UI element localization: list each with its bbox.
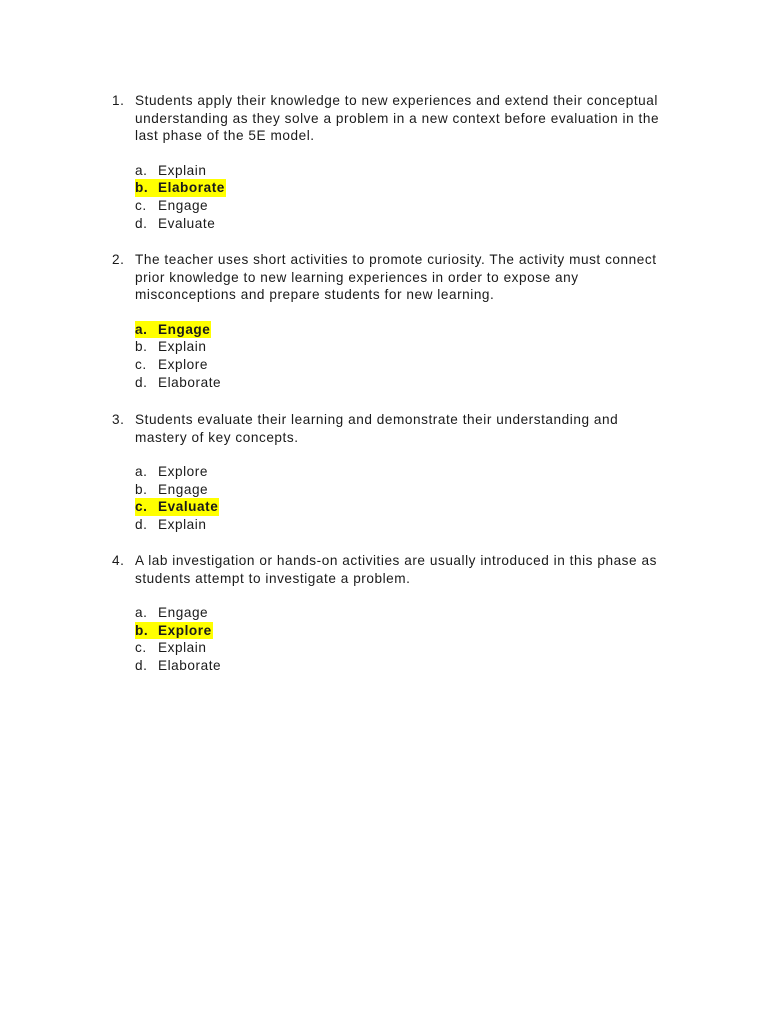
option-a (135, 463, 672, 481)
option-label: Engage (158, 481, 209, 497)
option-letter: c. (135, 197, 147, 213)
question-stem (112, 92, 672, 145)
option-label: Elaborate (158, 374, 222, 390)
option-letter: c. (135, 640, 147, 656)
option-letter: a. (135, 321, 148, 337)
option-label: Evaluate (158, 215, 216, 231)
option-d (135, 374, 672, 392)
option-letter: d. (135, 516, 148, 532)
option-letter: b. (135, 622, 149, 638)
option-b-correct (135, 179, 672, 197)
option-b-correct (135, 622, 672, 640)
option-letter: a. (135, 162, 148, 178)
option-label: Explain (158, 640, 207, 656)
option-b (135, 481, 672, 499)
option-letter: a. (135, 605, 148, 621)
option-letter: d. (135, 657, 148, 673)
option-label: Engage (158, 197, 209, 213)
answer-options (112, 162, 672, 232)
question-stem (112, 552, 672, 587)
option-letter: d. (135, 374, 148, 390)
option-label: Engage (158, 605, 209, 621)
question-4 (112, 552, 672, 675)
option-d (135, 215, 672, 233)
question-text: The teacher uses short activities to promote curiosity. The activity must connect prior knowledge to new learning experiences in order to expose any misconceptions and prepare students for new learning. (135, 252, 657, 303)
option-label: Elaborate (158, 180, 225, 196)
option-d (135, 657, 672, 675)
option-letter: b. (135, 339, 148, 355)
option-c (135, 197, 672, 215)
question-text: A lab investigation or hands-on activities are usually introduced in this phase as students attempt to investigate a problem. (135, 553, 657, 586)
option-d (135, 516, 672, 534)
option-a (135, 162, 672, 180)
option-label: Explain (158, 339, 207, 355)
option-b (135, 338, 672, 356)
option-letter: b. (135, 481, 148, 497)
option-letter: d. (135, 215, 148, 231)
option-letter: b. (135, 180, 149, 196)
option-label: Explore (158, 464, 208, 480)
answer-options (112, 463, 672, 533)
question-number: 4. (112, 553, 125, 568)
option-a-correct (135, 321, 672, 339)
option-label: Explore (158, 622, 212, 638)
option-a (135, 604, 672, 622)
option-c (135, 356, 672, 374)
option-label: Explore (158, 356, 208, 372)
option-label: Explain (158, 162, 207, 178)
option-label: Evaluate (158, 499, 219, 515)
question-number: 2. (112, 252, 125, 267)
option-c (135, 639, 672, 657)
option-label: Explain (158, 516, 207, 532)
question-text: Students apply their knowledge to new experiences and extend their conceptual understanding as they solve a problem in a new context before evaluation in the last phase of the 5E model. (135, 93, 660, 144)
question-3 (112, 411, 672, 534)
answer-options (112, 604, 672, 674)
question-2 (112, 251, 672, 391)
option-c-correct (135, 498, 672, 516)
option-letter: c. (135, 356, 147, 372)
question-1 (112, 92, 672, 232)
question-stem (112, 251, 672, 304)
option-label: Engage (158, 321, 211, 337)
question-text: Students evaluate their learning and demonstrate their understanding and mastery of key concepts. (135, 412, 619, 445)
answer-options (112, 321, 672, 391)
question-number: 3. (112, 412, 125, 427)
option-letter: a. (135, 464, 148, 480)
option-label: Elaborate (158, 657, 222, 673)
option-letter: c. (135, 499, 148, 515)
question-stem (112, 411, 672, 446)
question-number: 1. (112, 93, 125, 108)
